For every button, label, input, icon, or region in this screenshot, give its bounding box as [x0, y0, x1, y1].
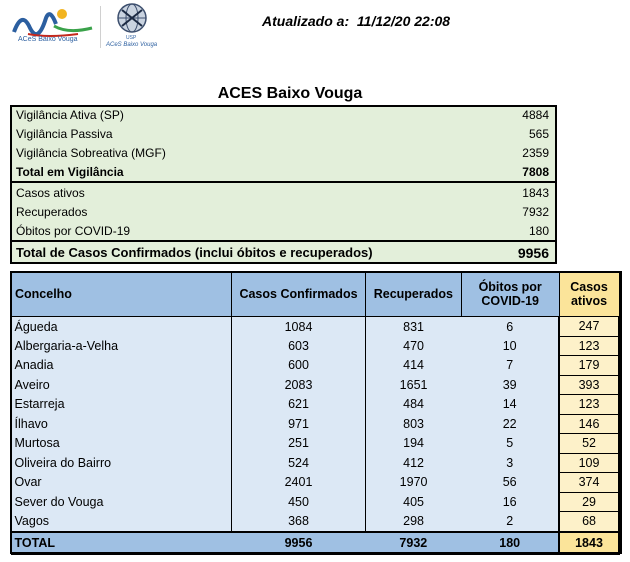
summary-label: Total de Casos Confirmados (inclui óbitos e recuperados) [10, 241, 498, 263]
cell-recuperados: 414 [365, 356, 461, 376]
cell-obitos: 3 [461, 453, 559, 473]
cell-confirmados: 621 [232, 395, 366, 415]
cell-obitos: 6 [461, 317, 559, 337]
cell-concelho: Sever do Vouga [11, 492, 232, 512]
cell-confirmados: 368 [232, 512, 366, 532]
cell-concelho: Ovar [11, 473, 232, 493]
summary-value: 4884 [522, 107, 549, 122]
cell-ativos: 393 [559, 375, 619, 395]
usp-logo [104, 2, 162, 54]
cell-recuperados: 405 [365, 492, 461, 512]
total-confirmados: 9956 [232, 532, 366, 554]
summary-label: Casos ativos [10, 182, 498, 202]
header-concelho: Concelho [11, 272, 232, 317]
header-casos-confirmados: Casos Confirmados [232, 272, 366, 317]
cell-recuperados: 484 [365, 395, 461, 415]
usp-logo-small-text: USP [126, 35, 137, 41]
table-row [11, 512, 620, 532]
cell-concelho: Albergaria-a-Velha [11, 336, 232, 356]
cell-recuperados: 470 [365, 336, 461, 356]
summary-row [10, 105, 555, 124]
table-row [11, 317, 620, 337]
header-casos-ativos: Casos ativos [559, 272, 619, 317]
cell-recuperados: 1970 [365, 473, 461, 493]
summary-label: Total em Vigilância [16, 164, 124, 179]
summary-label: Vigilância Ativa (SP) [16, 107, 124, 122]
cell-confirmados: 2401 [232, 473, 366, 493]
cell-concelho: Anadia [11, 356, 232, 376]
summary-row [10, 182, 555, 202]
cell-recuperados: 831 [365, 317, 461, 337]
cell-ativos: 123 [559, 336, 619, 356]
header-recuperados: Recuperados [365, 272, 461, 317]
updated-label: Atualizado a: [262, 13, 350, 29]
summary-row-total-confirmed [10, 241, 555, 263]
total-ativos: 1843 [559, 532, 619, 554]
cell-ativos: 52 [559, 434, 619, 454]
cell-ativos: 29 [559, 492, 619, 512]
cell-concelho: Estarreja [11, 395, 232, 415]
concelho-table [10, 271, 620, 555]
header-obitos: Óbitos por COVID-19 [461, 272, 559, 317]
cell-confirmados: 2083 [232, 375, 366, 395]
cell-confirmados: 450 [232, 492, 366, 512]
summary-value: 565 [528, 126, 549, 141]
cell-recuperados: 298 [365, 512, 461, 532]
updated-timestamp [262, 13, 450, 29]
summary-value: 2359 [522, 145, 549, 160]
cell-ativos: 123 [559, 395, 619, 415]
table-row [11, 356, 620, 376]
table-row [11, 453, 620, 473]
cell-obitos: 16 [461, 492, 559, 512]
cell-recuperados: 1651 [365, 375, 461, 395]
summary-value: 7808 [522, 164, 549, 179]
cell-obitos: 2 [461, 512, 559, 532]
cell-obitos: 22 [461, 414, 559, 434]
table-row [11, 375, 620, 395]
summary-value: 7932 [522, 204, 549, 219]
cell-ativos: 247 [559, 317, 619, 337]
summary-row [10, 221, 555, 241]
cell-obitos: 5 [461, 434, 559, 454]
cell-obitos: 39 [461, 375, 559, 395]
cell-recuperados: 194 [365, 434, 461, 454]
table-row [11, 492, 620, 512]
cell-concelho: Vagos [11, 512, 232, 532]
cell-ativos: 68 [559, 512, 619, 532]
globe-icon [104, 2, 162, 36]
summary-value: 9956 [498, 241, 555, 263]
summary-row-total-vigilance [10, 162, 555, 182]
cell-recuperados: 412 [365, 453, 461, 473]
table-row [11, 434, 620, 454]
summary-row [10, 124, 555, 143]
summary-value: 1843 [498, 182, 555, 202]
cell-confirmados: 524 [232, 453, 366, 473]
logo-separator [100, 6, 101, 48]
updated-value: 11/12/20 22:08 [356, 13, 451, 29]
cell-ativos: 146 [559, 414, 619, 434]
cell-concelho: Oliveira do Bairro [11, 453, 232, 473]
cell-recuperados: 803 [365, 414, 461, 434]
aces-logo-icon [8, 4, 98, 38]
cell-concelho: Aveiro [11, 375, 232, 395]
cell-confirmados: 600 [232, 356, 366, 376]
summary-label: Óbitos por COVID-19 [16, 223, 131, 238]
cell-confirmados: 251 [232, 434, 366, 454]
cell-obitos: 56 [461, 473, 559, 493]
cell-concelho: Águeda [11, 317, 232, 337]
aces-logo [8, 4, 98, 48]
cell-ativos: 109 [559, 453, 619, 473]
cell-confirmados: 603 [232, 336, 366, 356]
usp-logo-text: ACeS Baixo Vouga [106, 42, 158, 48]
cell-obitos: 14 [461, 395, 559, 415]
summary-label: Vigilância Sobreativa (MGF) [16, 145, 166, 160]
table-row [11, 414, 620, 434]
table-header-row [11, 272, 620, 317]
summary-label: Recuperados [16, 204, 88, 219]
aces-logo-text: ACeS Baixo Vouga [18, 36, 78, 43]
summary-row [10, 202, 555, 221]
summary-row [10, 143, 555, 162]
page-title: ACES Baixo Vouga [217, 85, 363, 102]
summary-table [10, 105, 555, 263]
total-recuperados: 7932 [365, 532, 461, 554]
cell-obitos: 10 [461, 336, 559, 356]
summary-label: Vigilância Passiva [16, 126, 113, 141]
cell-confirmados: 971 [232, 414, 366, 434]
total-label: TOTAL [11, 532, 232, 554]
table-total-row [11, 532, 620, 554]
cell-ativos: 374 [559, 473, 619, 493]
cell-obitos: 7 [461, 356, 559, 376]
table-row [11, 336, 620, 356]
table-row [11, 395, 620, 415]
cell-concelho: Murtosa [11, 434, 232, 454]
summary-value: 180 [528, 223, 549, 238]
table-row [11, 473, 620, 493]
cell-confirmados: 1084 [232, 317, 366, 337]
cell-concelho: Ílhavo [11, 414, 232, 434]
total-obitos: 180 [461, 532, 559, 554]
cell-ativos: 179 [559, 356, 619, 376]
